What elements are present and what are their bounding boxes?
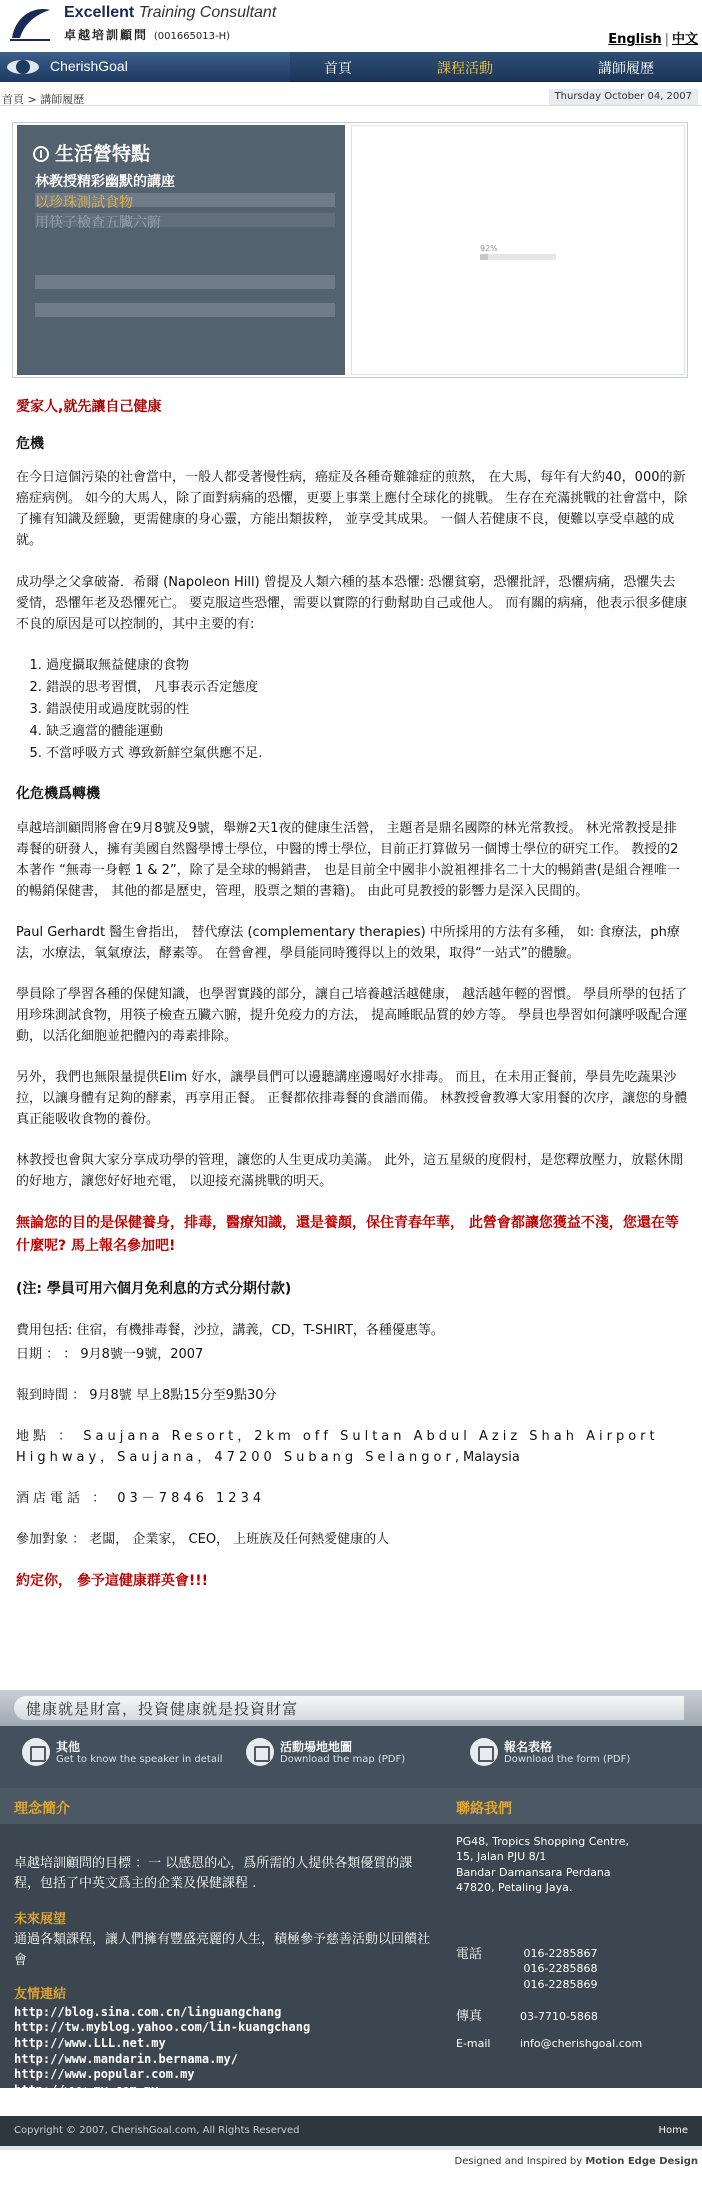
designer-link[interactable]: Motion Edge Design [585, 2156, 698, 2167]
nav-brand [0, 52, 290, 82]
vision-title: 未來展望 [14, 1912, 67, 1928]
paragraph: 卓越培訓顧問將會在9月8號及9號，舉辦2天1夜的健康生活營， 主題者是鼎名國際的林光常教授。 林光常教授是排毒餐的研發人，擁有美國自然醫學博士學位，中醫的博士學位，目前正打算做另一個博士學位的研究工作。 教授的2本著作 “無毒一身輕 1 & 2”，除了是全球的暢銷書， 也是目前全中國非小說袓裡排名二十大的暢銷書(是組合裡唯一的暢銷保健書， 其他的都是歷史，管理，股票之類的書籍)。 由此可見教授的影響力是深入民間的。 [16, 820, 680, 899]
list-item: 1. 過度攝取無益健康的食物 [46, 655, 688, 677]
lang-english-link[interactable]: English [608, 32, 662, 47]
closing-line: 約定你， 參予這健康群英會!!! [16, 1572, 209, 1589]
info-icon [33, 146, 49, 162]
friend-link[interactable]: http://tw.myblog.yahoo.com/lin-kuangchang [14, 2020, 311, 2035]
copyright: Copyright © 2007, CherishGoal.com, All Rights Reserved [14, 2125, 300, 2136]
links-title: 友情連結 [14, 1986, 67, 2002]
fee-info: 費用包括: 住宿，有機排毒餐，沙拉，講義，CD，T-SHIRT，各種優惠等。 [16, 1323, 444, 1339]
about-header: 理念簡介 [0, 1788, 450, 1824]
feature-item[interactable]: 林教授精彩幽默的講座 [35, 174, 175, 190]
site-header [0, 0, 702, 52]
designer-credit: Designed and Inspired by Motion Edge Design [454, 2156, 698, 2167]
nav-trainer-profile[interactable]: 講師履歷 [598, 61, 654, 77]
company-logo-icon [6, 4, 54, 44]
slogan-band [0, 1690, 702, 1726]
feature-item[interactable]: 用筷子檢查五臟六腑 [35, 215, 161, 231]
section-title: 危機 [16, 435, 44, 452]
contact-header: 聯絡我們 [442, 1788, 702, 1824]
paragraph: 林教授也會與大家分享成功學的管理，讓您的人生更成功美滿。 此外，這五星級的度假村，是您釋放壓力，放鬆休閒的好地方，讓您好好地充電， 以迎接充滿挑戰的明天。 [16, 1153, 684, 1190]
list-item: 3. 錯誤使用或過度眈弱的性 [46, 699, 688, 721]
feature-item[interactable]: 以珍珠測試食物 [35, 195, 133, 211]
article-heading: 愛家人,就先讓自己健康 [16, 399, 162, 415]
feature-placeholder-bar [35, 303, 335, 317]
paragraph: 在今日這個污染的社會當中，一般人都受著慢性病，癌症及各種奇難雜症的煎熬， 在大馬，每年有大約40，000的新癌症病例。 如今的大馬人，除了面對病痛的恐懼，更要上事業上應付全球化的挑戰。 生存在充滿挑戰的社會當中，除了擁有知識及經驗，更需健康的身心靈，方能出類拔粹， 並享受其成果。 一個人若健康不良，便難以享受卓越的成就。 [16, 470, 688, 549]
list-item: 4. 缺乏適當的體能運動 [46, 721, 688, 743]
action-title: 其他 [56, 1740, 81, 1754]
action-links [0, 1726, 702, 1788]
payment-note: (注: 學員可用六個月免利息的方式分期付款) [16, 1280, 292, 1297]
email-link[interactable]: info@cherishgoal.com [520, 2037, 643, 2050]
home-link[interactable]: Home [658, 2125, 688, 2136]
brand-chinese: 卓越培訓顧問 (001665013-H) [64, 28, 231, 42]
action-subtitle: Download the map (PDF) [280, 1754, 406, 1765]
brand-name: Excellent Training Consultant [64, 4, 277, 21]
nav-courses[interactable]: 課程活動 [437, 61, 493, 77]
checkin-time: 報到時間 ： 9月8號 早上8點15分至9點30分 [16, 1387, 277, 1403]
list-item: 5. 不當呼吸方式 導致新鮮空氣供應不足. [46, 743, 688, 765]
action-title: 報名表格 [504, 1740, 553, 1754]
address: PG48, Tropics Shopping Centre, 15, Jalan PJU 8/1 Bandar Damansara Perdana 47820, Petaling Jaya. [456, 1835, 630, 1895]
section-title: 化危機爲轉機 [16, 786, 100, 803]
friend-link[interactable]: http://blog.sina.com.cn/linguangchang [14, 2004, 282, 2019]
paragraph: Paul Gerhardt 醫生會指出， 替代療法 (complementary therapies) 中所採用的方法有多種， 如: 食療法，ph療法，水療法，氧氣療法，酵素等。 在營會裡，學員能同時獲得以上的效果，取得“一站式”的體驗。 [16, 925, 680, 962]
friend-link[interactable]: http://www.popular.com.my [14, 2067, 195, 2082]
event-date: 日期 ： ： 9月8號一9號，2007 [16, 1346, 204, 1362]
hotel-phone: 酒店電話 ： 03－7846 1234 [16, 1490, 266, 1506]
speaker-icon [22, 1738, 50, 1766]
loader-label: 92% [480, 244, 498, 253]
list-item: 2. 錯誤的思考習慣， 凡事表示否定態度 [46, 677, 688, 699]
about-text: 卓越培訓顧問的目標 ：一 以感恩的心，爲所需的人提供各類優質的課程，包括了中英文爲主的企業及保健課程 . [14, 1856, 413, 1892]
site-name: CherishGoal [50, 58, 128, 74]
target-audience: 參加對象 ： 老闆， 企業家， CEO， 上班族及任何熱愛健康的人 [16, 1531, 390, 1547]
vision-text: 通過各類課程，讓人們擁有豐盛亮麗的人生，積極參予慈善活動以回饋社會 [14, 1932, 431, 1968]
about-section [14, 1854, 434, 2098]
paragraph: 學員除了學習各種的保健知識，也學習實踐的部分，讓自己培養越活越健康， 越活越年輕的習慣。 學員所學的包括了用珍珠測試食物，用筷子檢查五臟六腑，提升免疫力的方法， 提高睡眠品質的妙方等。 學員也學習如何讓呼吸配合運動，以活化細胞並把體內的毒素排除。 [16, 987, 688, 1045]
divider [0, 2146, 702, 2150]
fax-row: 傳真 03-7710-5868 [456, 2009, 598, 2024]
breadcrumb[interactable]: 首頁 > 講師履歷 [2, 93, 85, 106]
footer [0, 1788, 702, 2097]
copyright-bar [0, 2116, 702, 2146]
language-switch: English | 中文 [608, 32, 698, 47]
globe-icon [6, 58, 40, 76]
feature-title: 生活營特點 [33, 139, 150, 166]
nav-home[interactable]: 首頁 [324, 61, 352, 77]
paragraph: 另外，我們也無限量提供Elim 好水，讓學員們可以邊聽講座邊喝好水排毒。 而且，在未用正餐前，學員先吃蔬果沙拉，以讓身體有足夠的酵素，再享用正餐。 正餐都依排毒餐的食譜而備。 林教授會教導大家用餐的次序，讓您的身體真正能吸收食物的養份。 [16, 1070, 688, 1128]
article [16, 396, 688, 1612]
friend-link[interactable]: http://www.LLL.net.my [14, 2036, 166, 2051]
phone-row: 電話 016-2285867 016-2285868 016-2285869 [456, 1947, 598, 1991]
paragraph: 成功學之父拿破崙．希爾 (Napoleon Hill) 曾提及人類六種的基本恐懼: 恐懼貧窮，恐懼批評，恐懼病痛，恐懼失去愛情，恐懼年老及恐懼死亡。 要克服這些恐懼，需要以實際的行動幫助自己或他人。 而有關的病痛，他表示很多健康不良的原因是可以控制的，其中主要的有: [16, 574, 688, 632]
feature-banner [12, 122, 688, 378]
action-subtitle: Get to know the speaker in detail [56, 1754, 223, 1765]
feature-placeholder-bar [35, 275, 335, 289]
loading-bar [480, 254, 556, 260]
feature-media [351, 125, 685, 375]
friend-link[interactable]: http://www.my.com.my [14, 2082, 159, 2097]
event-address: 地點 ： Saujana Resort，2km off Sultan Abdul Aziz Shah Airport Highway，Saujana，47200 Subang Selangor,Malaysia [16, 1428, 659, 1465]
loading-bar-fill [480, 254, 488, 260]
cause-list [46, 655, 688, 765]
form-icon [470, 1738, 498, 1766]
email-row: E-mail info@cherishgoal.com [456, 2037, 643, 2050]
lang-chinese-link[interactable]: 中文 [671, 32, 698, 47]
main-nav [0, 52, 702, 82]
current-date: Thursday October 04, 2007 [549, 89, 698, 105]
breadcrumb-bar [0, 89, 702, 106]
friend-link[interactable]: http://www.mandarin.bernama.my/ [14, 2051, 238, 2066]
action-subtitle: Download the form (PDF) [504, 1754, 631, 1765]
action-title: 活動場地地圖 [280, 1740, 353, 1754]
feature-panel [17, 125, 345, 375]
call-to-action: 無論您的目的是保健養身，排毒，醫療知識，還是養顏，保住青春年華， 此營會都讓您獲益不淺，您還在等什麼呢? 馬上報名參加吧! [16, 1215, 679, 1255]
map-icon [246, 1738, 274, 1766]
slogan: 健康就是財富，投資健康就是投資財富 [14, 1696, 684, 1720]
contact-section [456, 1834, 696, 2050]
